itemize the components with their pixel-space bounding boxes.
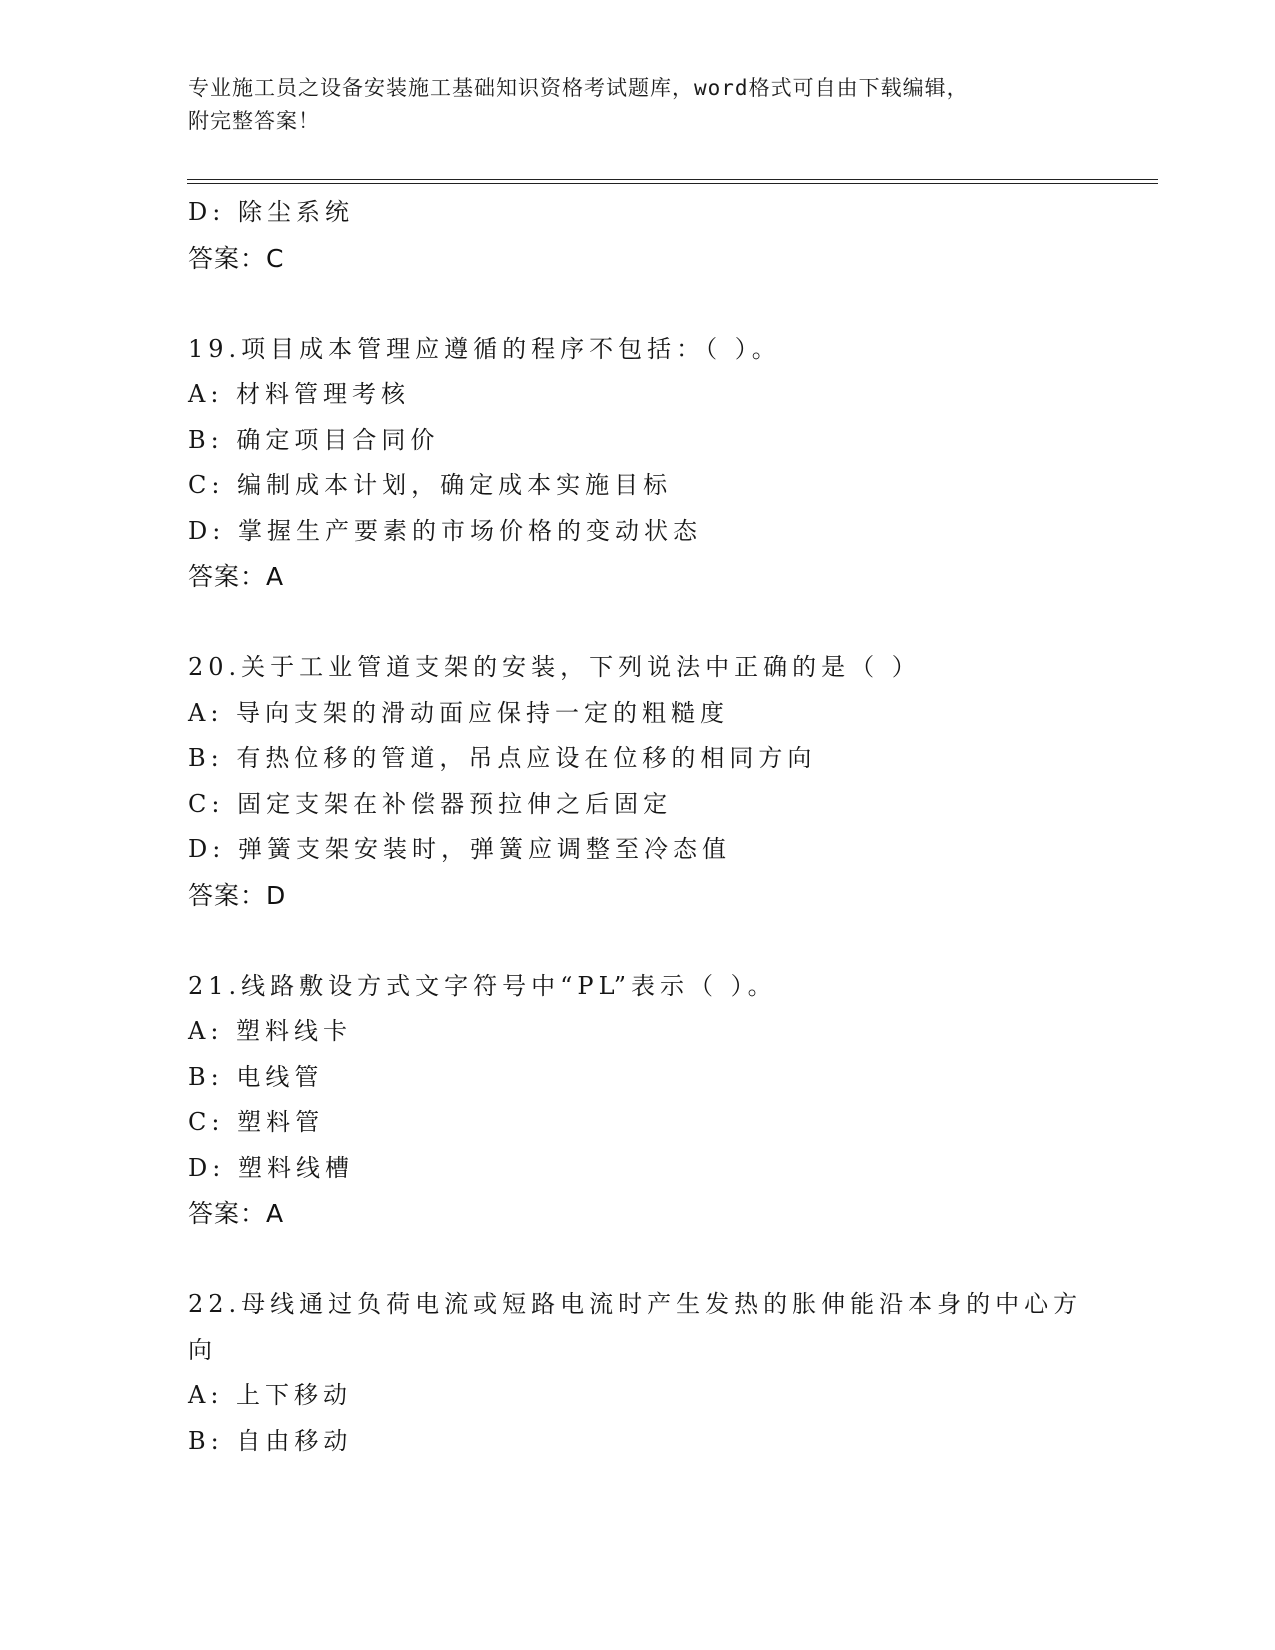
question-stem: 19.项目成本管理应遵循的程序不包括：（ ）。: [188, 334, 781, 363]
option-b: B: 电线管: [188, 1062, 324, 1091]
answer-line: 答案：C: [188, 243, 285, 273]
document-header: [188, 72, 1088, 138]
spacer: [188, 918, 1088, 964]
option-d: D: 塑料线槽: [188, 1153, 354, 1182]
question-stem-line-1: 22.母线通过负荷电流或短路电流时产生发热的胀伸能沿本身的中心方: [188, 1290, 1083, 1318]
question-stem: 20.关于工业管道支架的安装，下列说法中正确的是（ ）: [188, 653, 921, 681]
answer-line: 答案：D: [188, 880, 287, 910]
question-18-tail: [188, 190, 1088, 281]
option-a: A: 塑料线卡: [188, 1017, 353, 1045]
document-body: [188, 190, 1088, 1464]
spacer: [188, 1237, 1088, 1283]
question-21: [188, 964, 1088, 1237]
question-19: [188, 327, 1088, 600]
question-stem: 21.线路敷设方式文字符号中“PL”表示（ ）。: [188, 971, 777, 1000]
option-c: C: 固定支架在补偿器预拉伸之后固定: [188, 789, 673, 818]
option-a: A: 导向支架的滑动面应保持一定的粗糙度: [188, 698, 730, 727]
spacer: [188, 281, 1088, 327]
option-b: B: 自由移动: [188, 1426, 353, 1455]
option-b: B: 有热位移的管道，吊点应设在位移的相同方向: [188, 744, 817, 772]
option-d: D: 掌握生产要素的市场价格的变动状态: [188, 516, 702, 545]
answer-line: 答案：A: [188, 1199, 285, 1228]
question-stem-line-2: 向: [188, 1335, 217, 1364]
option-b: B: 确定项目合同价: [188, 425, 440, 454]
option-c: C: 编制成本计划，确定成本实施目标: [188, 471, 673, 499]
option-a: A: 材料管理考核: [188, 380, 411, 408]
header-divider: [187, 179, 1158, 184]
option-d: D: 除尘系统: [188, 198, 354, 226]
option-d: D: 弹簧支架安装时，弹簧应调整至冷态值: [188, 835, 731, 863]
header-line-1: 专业施工员之设备安装施工基础知识资格考试题库，word格式可自由下载编辑，: [188, 76, 969, 100]
answer-line: 答案：A: [188, 562, 285, 591]
header-line-2: 附完整答案！: [188, 109, 320, 133]
question-22: [188, 1282, 1088, 1464]
spacer: [188, 600, 1088, 646]
option-c: C: 塑料管: [188, 1108, 325, 1136]
option-a: A: 上下移动: [188, 1381, 353, 1409]
question-20: [188, 645, 1088, 918]
